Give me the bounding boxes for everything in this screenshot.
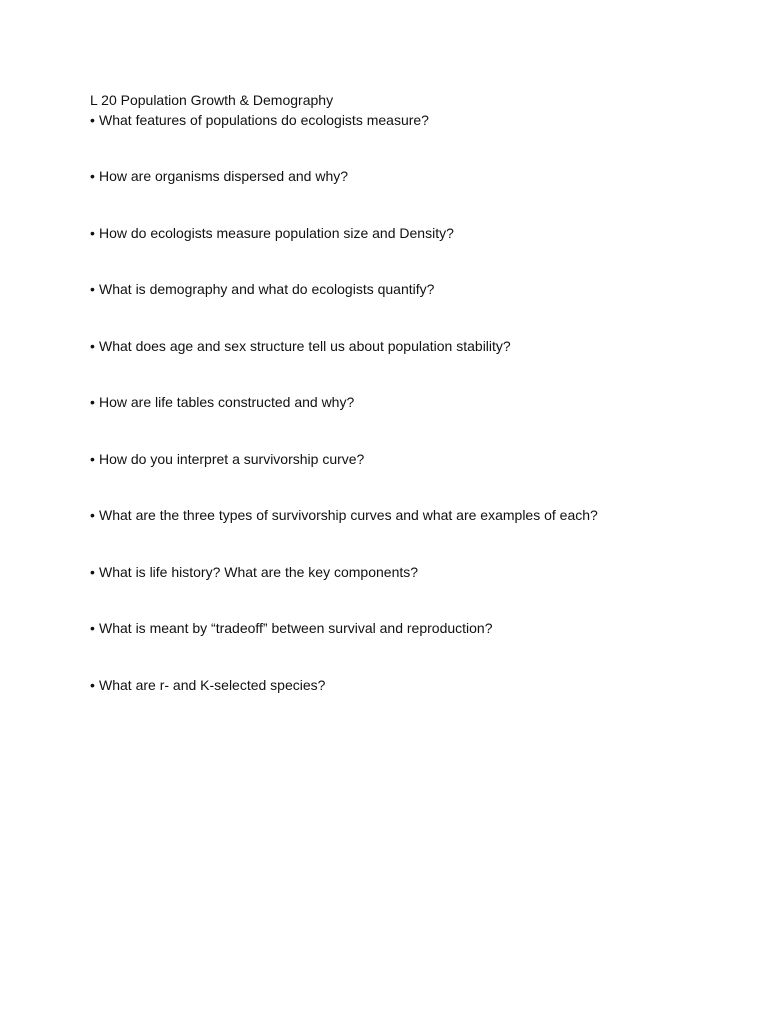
document-title: L 20 Population Growth & Demography — [90, 92, 334, 108]
question-item — [90, 507, 598, 524]
question-item — [90, 225, 454, 242]
question-text: What is demography and what do ecologists quantify? — [99, 281, 435, 297]
bullet: • — [90, 112, 95, 128]
question-text: How do ecologists measure population size and Density? — [99, 225, 454, 241]
question-text: What is life history? What are the key components? — [99, 564, 419, 580]
bullet: • — [90, 677, 95, 693]
bullet: • — [90, 394, 95, 410]
question-item — [90, 112, 429, 129]
question-item — [90, 168, 348, 185]
question-item — [90, 281, 434, 298]
question-text: How do you interpret a survivorship curve? — [99, 451, 365, 467]
question-text: What are the three types of survivorship curves and what are examples of each? — [99, 507, 598, 523]
question-text: What features of populations do ecologists measure? — [99, 112, 429, 128]
question-text: How are life tables constructed and why? — [99, 394, 355, 410]
question-text: What does age and sex structure tell us about population stability? — [99, 338, 511, 354]
bullet: • — [90, 451, 95, 467]
bullet: • — [90, 620, 95, 636]
bullet: • — [90, 168, 95, 184]
question-item — [90, 564, 418, 581]
bullet: • — [90, 338, 95, 354]
question-text: What are r- and K-selected species? — [99, 677, 326, 693]
question-item — [90, 394, 354, 411]
bullet: • — [90, 564, 95, 580]
question-item — [90, 451, 364, 468]
bullet: • — [90, 281, 95, 297]
question-item — [90, 677, 325, 694]
question-item — [90, 338, 511, 355]
question-text: What is meant by “tradeoff” between survival and reproduction? — [99, 620, 493, 636]
question-text: How are organisms dispersed and why? — [99, 168, 349, 184]
bullet: • — [90, 225, 95, 241]
question-item — [90, 620, 493, 637]
bullet: • — [90, 507, 95, 523]
